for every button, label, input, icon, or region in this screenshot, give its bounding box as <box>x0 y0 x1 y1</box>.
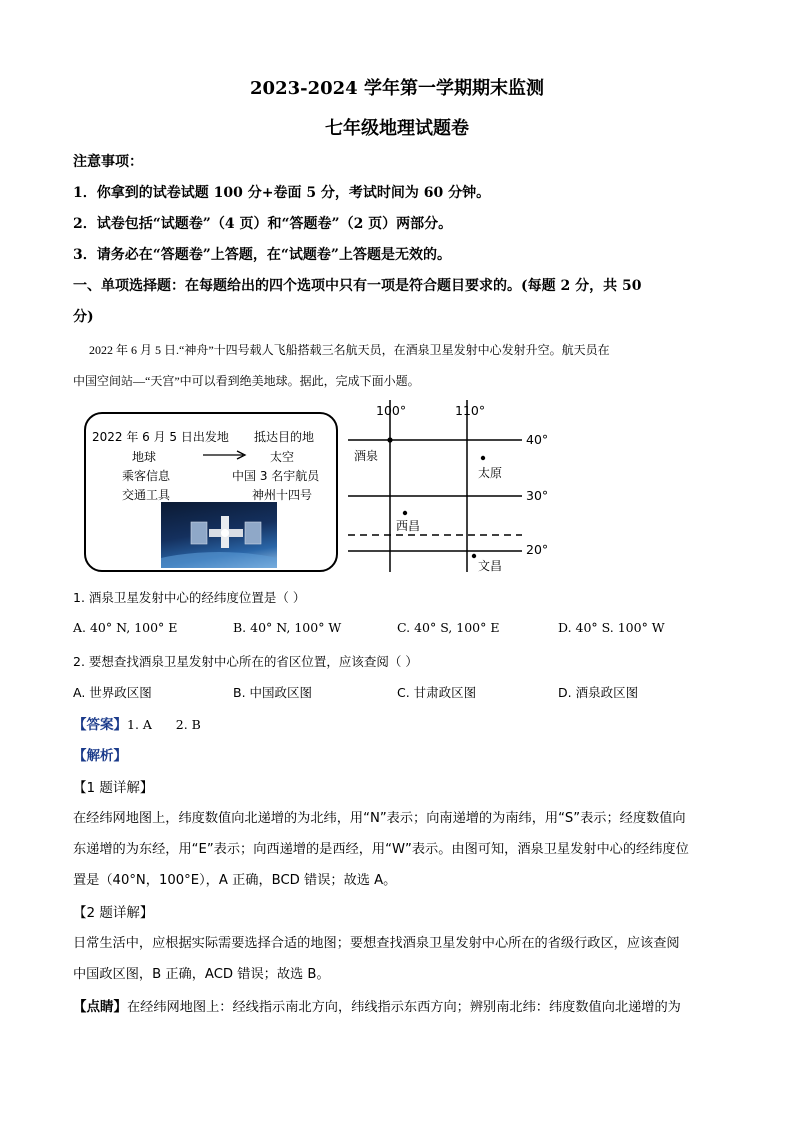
lat-20-label: 20° <box>526 542 549 557</box>
answer-text: 1. A 2. B <box>127 717 201 732</box>
q1-option-b: B. 40° N, 100° W <box>233 620 342 635</box>
origin-earth: 地球 <box>132 450 157 464</box>
passage-line-2: 中国空间站—“天宫”中可以看到绝美地球。据此，完成下面小题。 <box>73 374 420 388</box>
tip-tag: 【点睛】 <box>73 999 127 1015</box>
exam-title: 2023-2024 学年第一学期期末监测 <box>250 78 544 99</box>
lat-40-label: 40° <box>526 432 549 447</box>
city-jiuquan: 酒泉 <box>354 449 379 463</box>
city-taiyuan: 太原 <box>478 466 503 480</box>
section-heading-cont: 分) <box>73 309 94 325</box>
lat-30-label: 30° <box>526 488 549 503</box>
q1-option-a: A. 40° N, 100° E <box>73 620 178 635</box>
q2-option-d: D. 酒泉政区图 <box>558 685 639 700</box>
q2-option-b: B. 中国政区图 <box>233 685 313 700</box>
q1-option-d: D. 40° S. 100° W <box>558 620 665 635</box>
exam-subtitle: 七年级地理试题卷 <box>325 118 469 139</box>
tip-text: 在经纬网地图上：经线指示南北方向，纬线指示东西方向；辨别南北纬：纬度数值向北递增的为 <box>127 1000 681 1015</box>
detail-1-line-3: 置是（40°N，100°E），A 正确，BCD 错误；故选 A。 <box>73 873 397 888</box>
space-station-photo <box>161 502 277 568</box>
question-2-stem: 2. 要想查找酒泉卫星发射中心所在的省区位置，应该查阅（ ） <box>73 654 418 669</box>
answer-tag: 【答案】 <box>73 717 127 733</box>
transport-value: 神州十四号 <box>252 488 313 502</box>
destination-space: 太空 <box>270 450 295 464</box>
passenger-label: 乘客信息 <box>122 469 171 483</box>
section-heading: 一、单项选择题：在每题给出的四个选项中只有一项是符合题目要求的。(每题 2 分，共 50 <box>73 278 642 294</box>
travel-info-box <box>84 412 338 572</box>
analysis-tag: 【解析】 <box>73 748 127 764</box>
space-station-icon <box>161 502 277 568</box>
detail-1-heading: 【1 题详解】 <box>73 780 154 796</box>
detail-2-heading: 【2 题详解】 <box>73 905 154 921</box>
detail-1-line-2: 东递增的为东经，用“E”表示；向西递增的是西经，用“W”表示。由图可知，酒泉卫星发射中心的经纬度位 <box>73 842 689 857</box>
notes-heading: 注意事项： <box>73 154 143 170</box>
q2-option-a: A. 世界政区图 <box>73 685 152 700</box>
detail-2-line-2: 中国政区图，B 正确，ACD 错误；故选 B。 <box>73 967 330 982</box>
answer-line <box>73 713 201 733</box>
tip-line <box>73 995 681 1015</box>
transport-label: 交通工具 <box>122 488 171 502</box>
passage-line-1: 2022 年 6 月 5 日.“神舟”十四号载人飞船搭载三名航天员，在酒泉卫星发射中心发射升空。航天员在 <box>89 343 610 357</box>
note-3: 3．请务必在“答题卷”上答题，在“试题卷”上答题是无效的。 <box>73 247 451 263</box>
city-wenchang: 文昌 <box>478 559 503 573</box>
q2-option-c: C. 甘肃政区图 <box>397 685 477 700</box>
q1-option-c: C. 40° S, 100° E <box>397 620 500 635</box>
note-1: 1．你拿到的试卷试题 100 分+卷面 5 分，考试时间为 60 分钟。 <box>73 185 491 201</box>
departure-date: 2022 年 6 月 5 日出发地 <box>92 430 229 444</box>
detail-2-line-1: 日常生活中，应根据实际需要选择合适的地图；要想查找酒泉卫星发射中心所在的省级行政区，应该查阅 <box>73 936 680 951</box>
destination-label: 抵达目的地 <box>254 430 315 444</box>
passenger-value: 中国 3 名宇航员 <box>232 469 320 483</box>
arrow-right-icon <box>201 450 249 460</box>
city-xichang: 西昌 <box>396 519 421 533</box>
lon-110-label: 110° <box>455 403 486 418</box>
note-2: 2．试卷包括“试题卷”（4 页）和“答题卷”（2 页）两部分。 <box>73 216 453 232</box>
lon-100-label: 100° <box>376 403 407 418</box>
question-1-stem: 1. 酒泉卫星发射中心的经纬度位置是（ ） <box>73 590 306 605</box>
detail-1-line-1: 在经纬网地图上，纬度数值向北递增的为北纬，用“N”表示；向南递增的为南纬，用“S”表示；经度数值向 <box>73 811 686 826</box>
